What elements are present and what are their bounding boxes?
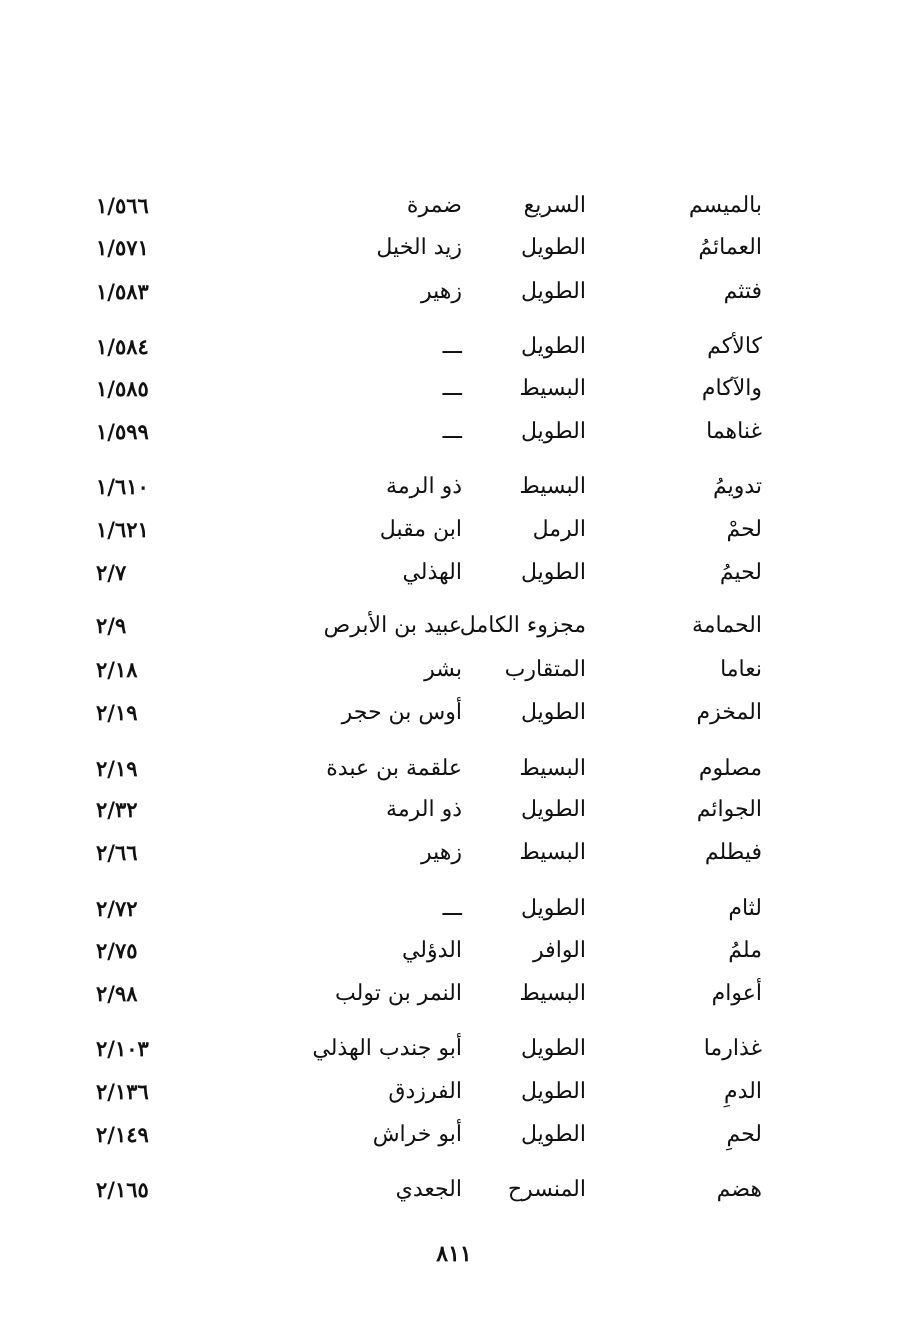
volume-page-reference: ٢/٧٢ — [96, 896, 138, 921]
volume-page-reference: ٢/١٩ — [96, 756, 138, 781]
volume-page-reference: ١/٥٨٣ — [96, 279, 149, 304]
rhyme-word: غذارما — [703, 1036, 762, 1061]
poetic-meter: الطويل — [520, 1122, 586, 1147]
index-row — [0, 412, 908, 452]
poetic-meter: الرمل — [532, 517, 586, 542]
poet-name: الدؤلي — [401, 938, 462, 963]
index-row — [0, 1029, 908, 1069]
volume-page-reference: ٢/٧٥ — [96, 938, 138, 963]
poet-name: ـــ — [442, 419, 462, 444]
volume-page-reference: ٢/٩٨ — [96, 981, 138, 1006]
volume-page-reference: ١/٥٩٩ — [96, 419, 149, 444]
volume-page-reference: ٢/١٨ — [96, 657, 138, 682]
volume-page-reference: ١/٦٢١ — [96, 517, 149, 542]
poet-name: زهير — [420, 840, 462, 865]
rhyme-word: لحيمُ — [719, 560, 762, 585]
poetic-meter: المنسرح — [507, 1177, 586, 1202]
poet-name: ذو الرمة — [386, 797, 462, 822]
poetic-meter: السريع — [523, 193, 586, 218]
index-row — [0, 1072, 908, 1112]
rhyme-word: لثام — [728, 896, 762, 921]
index-row — [0, 553, 908, 593]
volume-page-reference: ١/٥٨٥ — [96, 376, 149, 401]
index-row — [0, 606, 908, 646]
rhyme-word: هضم — [716, 1177, 762, 1202]
volume-page-reference: ٢/٩ — [96, 613, 127, 638]
poetic-meter: الطويل — [520, 419, 586, 444]
poetic-meter: الطويل — [520, 896, 586, 921]
poetic-meter: الطويل — [520, 560, 586, 585]
poet-name: النمر بن تولب — [335, 981, 462, 1006]
volume-page-reference: ٢/١٠٣ — [96, 1036, 149, 1061]
poetic-meter: مجزوء الكامل — [459, 613, 586, 638]
rhyme-word: كالأكم — [707, 334, 762, 359]
poet-name: زيد الخيل — [376, 235, 462, 260]
volume-page-reference: ٢/٧ — [96, 560, 127, 585]
rhyme-word: بالميسم — [688, 193, 762, 218]
poet-name: الفرزدق — [388, 1079, 462, 1104]
rhyme-word: نعاما — [720, 657, 762, 682]
volume-page-reference: ١/٥٧١ — [96, 235, 149, 260]
poetic-meter: الطويل — [520, 700, 586, 725]
index-row — [0, 889, 908, 929]
poet-name: الجعدي — [395, 1177, 462, 1202]
poetic-meter: البسيط — [519, 981, 586, 1006]
poet-name: أبو خراش — [372, 1122, 462, 1147]
poet-name: زهير — [420, 279, 462, 304]
poet-name: ـــ — [442, 376, 462, 401]
volume-page-reference: ١/٦١٠ — [96, 474, 149, 499]
poet-name: أبو جندب الهذلي — [312, 1036, 462, 1061]
poet-name: علقمة بن عبدة — [326, 756, 462, 781]
rhyme-word: فيطلم — [704, 840, 762, 865]
index-row — [0, 931, 908, 971]
poet-name: بشر — [424, 657, 462, 682]
index-row — [0, 228, 908, 268]
poetic-meter: البسيط — [519, 756, 586, 781]
volume-page-reference: ١/٥٨٤ — [96, 334, 149, 359]
rhyme-word: أعوام — [711, 981, 762, 1006]
index-row — [0, 369, 908, 409]
index-row — [0, 272, 908, 312]
volume-page-reference: ٢/١٦٥ — [96, 1177, 149, 1202]
rhyme-word: غناهما — [706, 419, 762, 444]
poetic-meter: الطويل — [520, 235, 586, 260]
volume-page-reference: ٢/٦٦ — [96, 840, 138, 865]
poetic-meter: المتقارب — [504, 657, 586, 682]
index-row — [0, 186, 908, 226]
index-row — [0, 650, 908, 690]
poetic-meter: الطويل — [520, 279, 586, 304]
poetic-meter: البسيط — [519, 474, 586, 499]
rhyme-word: الجوائم — [696, 797, 762, 822]
volume-page-reference: ٢/١٤٩ — [96, 1122, 149, 1147]
rhyme-word: فتثم — [723, 279, 762, 304]
index-row — [0, 1170, 908, 1210]
volume-page-reference: ٢/١٣٦ — [96, 1079, 149, 1104]
poet-name: ـــ — [442, 334, 462, 359]
index-row — [0, 693, 908, 733]
volume-page-reference: ٢/٣٢ — [96, 797, 138, 822]
poetic-meter: الطويل — [520, 1036, 586, 1061]
volume-page-reference: ٢/١٩ — [96, 700, 138, 725]
page-number: ٨١١ — [436, 1241, 472, 1267]
poetic-meter: البسيط — [519, 376, 586, 401]
poet-name: ابن مقبل — [379, 517, 462, 542]
index-row — [0, 790, 908, 830]
poetic-meter: البسيط — [519, 840, 586, 865]
rhyme-word: الدمِ — [724, 1079, 762, 1104]
index-row — [0, 833, 908, 873]
poet-name: ضمرة — [406, 193, 462, 218]
index-row — [0, 327, 908, 367]
poetic-meter: الطويل — [520, 1079, 586, 1104]
rhyme-word: تدويمُ — [712, 474, 762, 499]
poetic-meter: الوافر — [533, 938, 586, 963]
index-row — [0, 1115, 908, 1155]
poet-name: الهذلي — [402, 560, 462, 585]
index-row — [0, 510, 908, 550]
index-row — [0, 974, 908, 1014]
rhyme-word: ملمُ — [728, 938, 762, 963]
rhyme-word: مصلوم — [698, 756, 762, 781]
rhyme-word: لحمْ — [726, 517, 762, 542]
rhyme-word: الحمامة — [691, 613, 762, 638]
poetic-meter: الطويل — [520, 334, 586, 359]
volume-page-reference: ١/٥٦٦ — [96, 193, 149, 218]
poet-name: ـــ — [442, 896, 462, 921]
rhyme-word: العمائمُ — [698, 235, 762, 260]
poet-name: عبيد بن الأبرص — [323, 613, 462, 638]
index-row — [0, 749, 908, 789]
poetic-meter: الطويل — [520, 797, 586, 822]
poet-name: ذو الرمة — [386, 474, 462, 499]
index-row — [0, 467, 908, 507]
poet-name: أوس بن حجر — [341, 700, 462, 725]
rhyme-word: لحمِ — [726, 1122, 762, 1147]
rhyme-word: والآكام — [701, 376, 762, 401]
rhyme-word: المخزم — [696, 700, 762, 725]
